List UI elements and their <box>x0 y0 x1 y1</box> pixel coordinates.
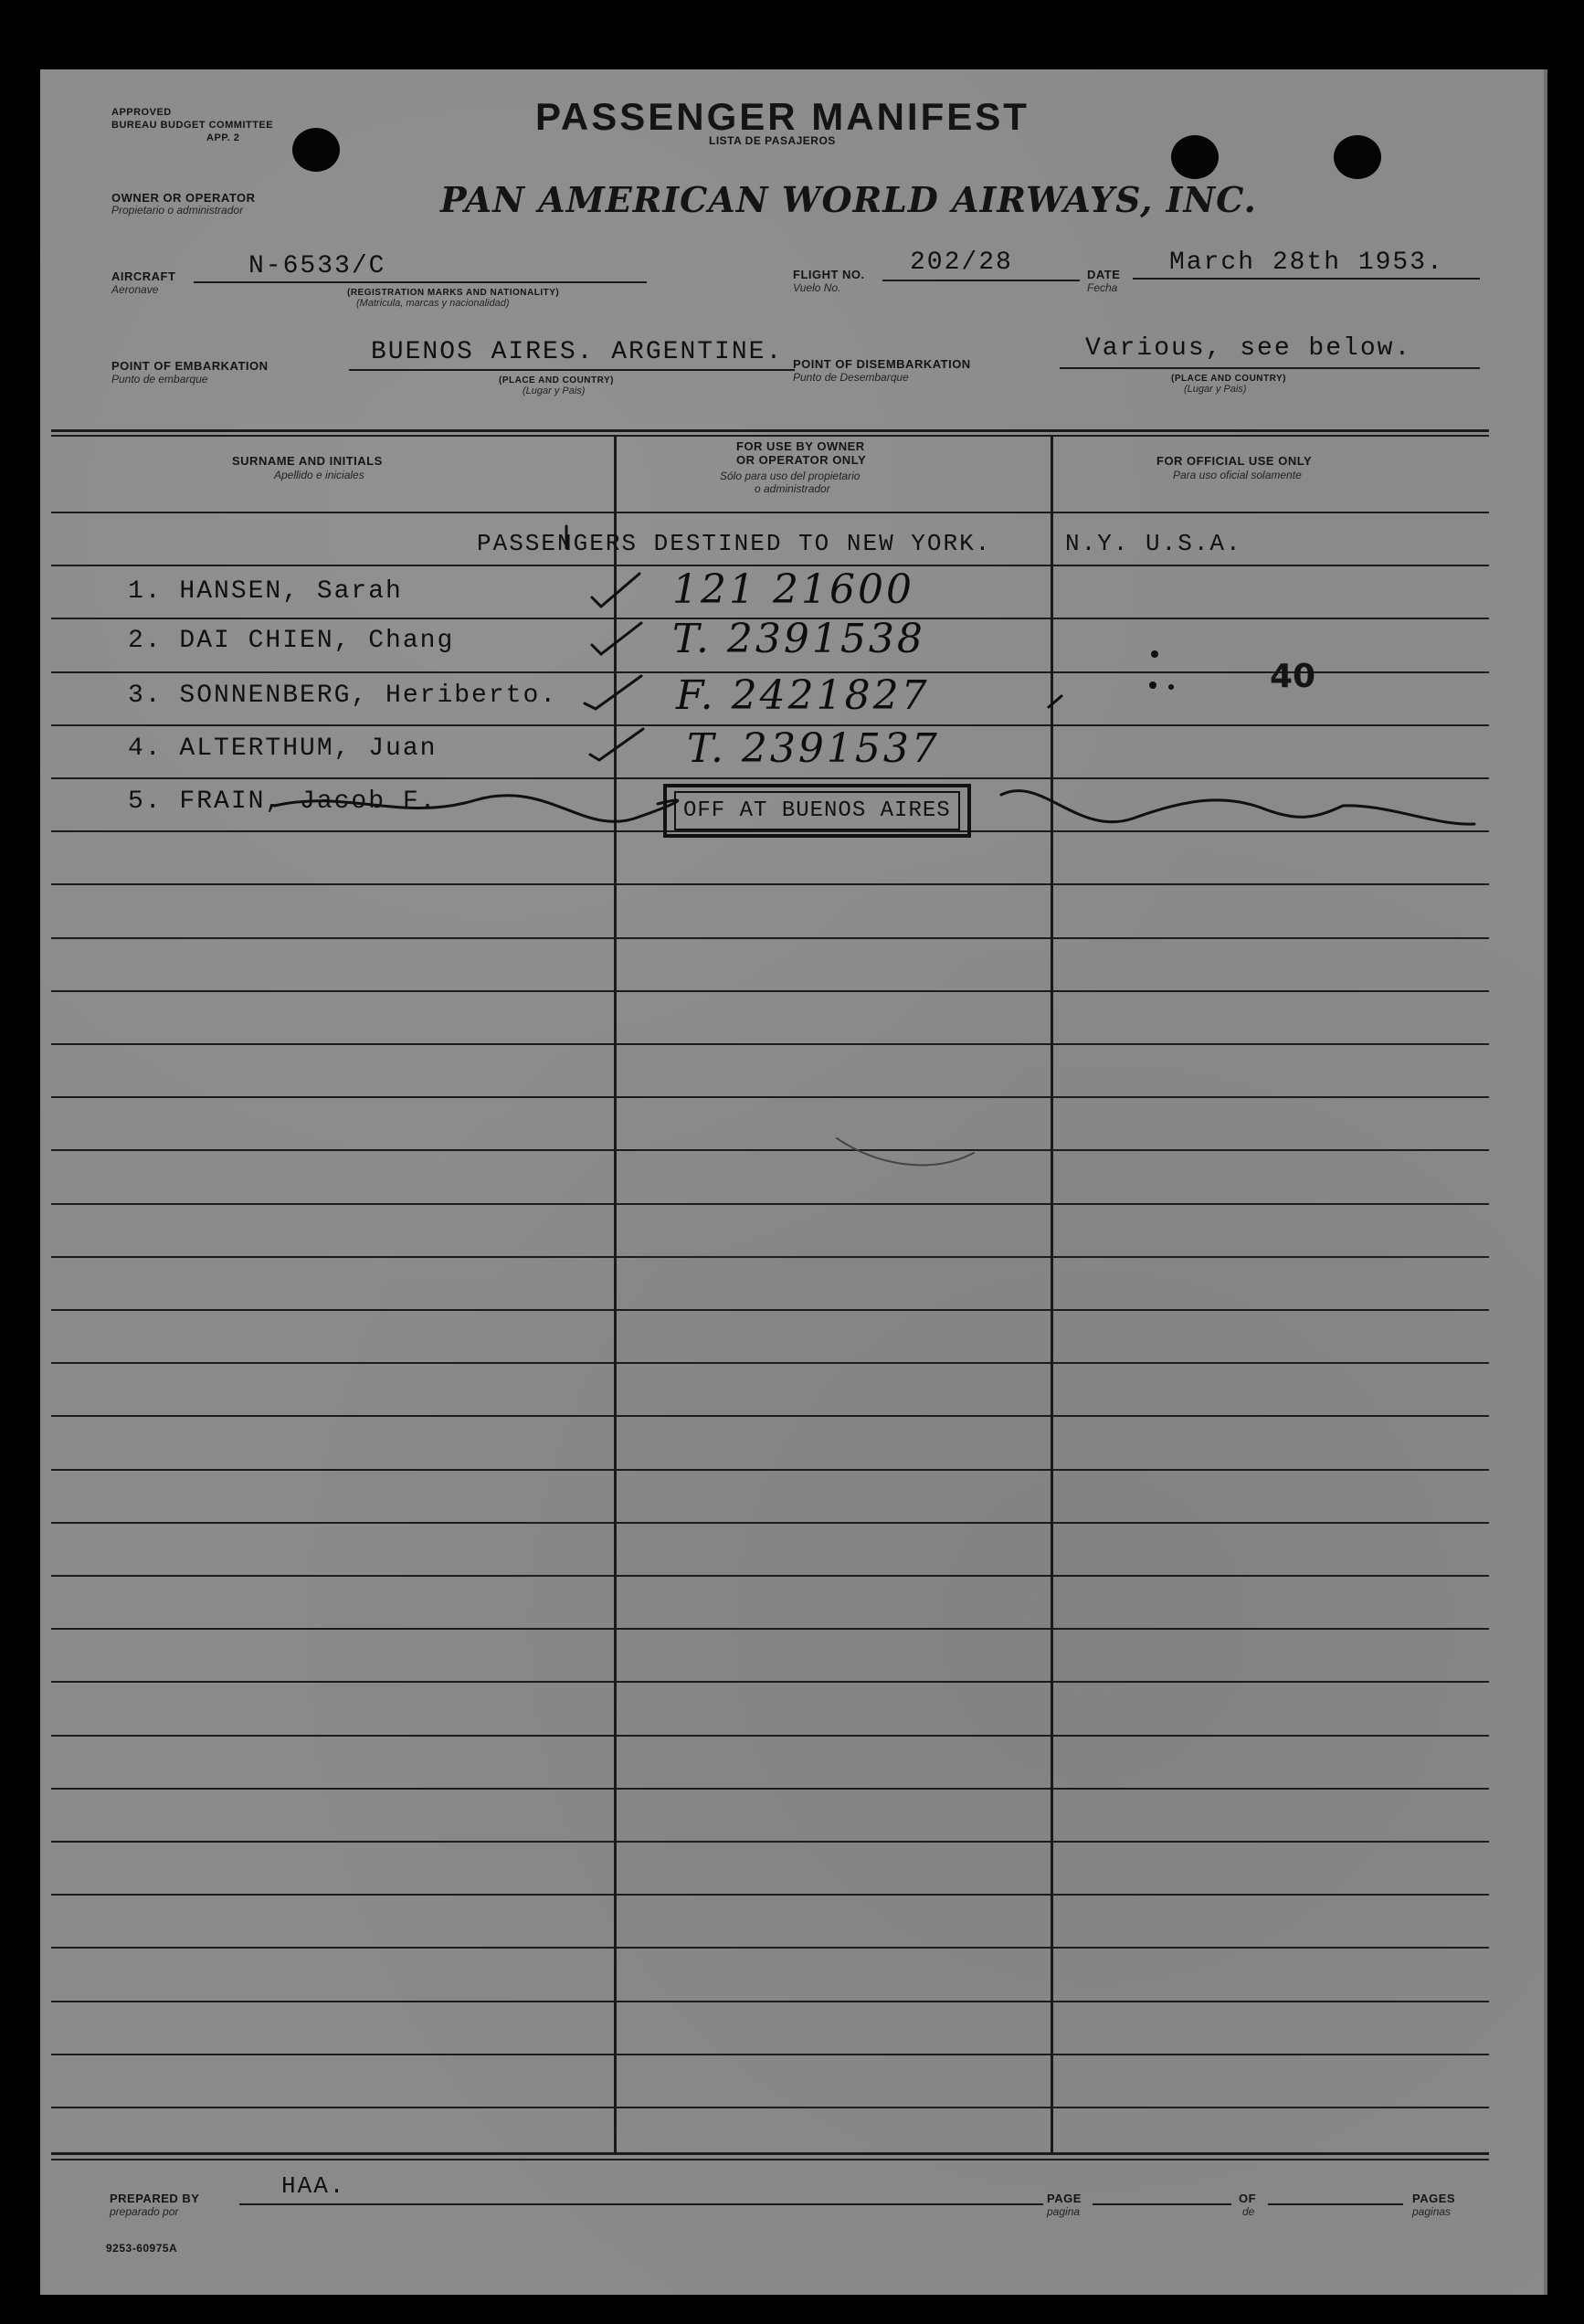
aircraft-label: AIRCRAFT <box>111 269 176 283</box>
flight-label-es: Vuelo No. <box>793 281 841 294</box>
check-mark-icon <box>592 623 641 654</box>
disembark-value: Various, see below. <box>1085 334 1412 363</box>
form-title: PASSENGER MANIFEST <box>535 95 1030 138</box>
of-label: OF <box>1239 2192 1257 2205</box>
strikethrough-line <box>1001 791 1474 825</box>
strikethrough-line <box>274 796 678 822</box>
airline-name: PAN AMERICAN WORLD AIRWAYS, INC. <box>440 179 1257 220</box>
stamp-text: OFF AT BUENOS AIRES <box>674 791 960 830</box>
col-header-operator-2: OR OPERATOR ONLY <box>736 453 867 467</box>
date-label: DATE <box>1087 268 1121 281</box>
passenger-3-ticket: F. 2421827 <box>676 672 930 719</box>
page-label: PAGE <box>1047 2192 1082 2205</box>
passenger-2-name: 2. DAI CHIEN, Chang <box>128 627 455 655</box>
disembark-label: POINT OF DISEMBARKATION <box>793 357 971 371</box>
passenger-5-name: 5. FRAIN, Jacob F. <box>128 787 438 816</box>
embark-label-es: Punto de embarque <box>111 373 208 386</box>
check-mark-icon <box>585 676 641 709</box>
prepared-by-value: HAA. <box>281 2172 346 2200</box>
embark-value: BUENOS AIRES. ARGENTINE. <box>371 338 784 366</box>
passenger-1-ticket: 121 21600 <box>672 566 914 613</box>
flight-value: 202/28 <box>910 248 1013 277</box>
check-mark-icon <box>592 574 639 607</box>
aircraft-value: N-6533/C <box>248 252 386 280</box>
passenger-3-name: 3. SONNENBERG, Heriberto. <box>128 681 558 710</box>
disembark-caption-es: (Lugar y Pais) <box>1184 384 1247 395</box>
col-header-operator: FOR USE BY OWNER <box>736 439 865 453</box>
embark-label: POINT OF EMBARKATION <box>111 359 269 373</box>
of-label-es: de <box>1242 2205 1255 2218</box>
prepared-by-label: PREPARED BY <box>110 2192 200 2205</box>
approval-text: APPROVED <box>111 107 172 118</box>
passenger-4-ticket: T. 2391537 <box>687 725 940 772</box>
aircraft-caption-es: (Matricula, marcas y nacionalidad) <box>356 298 510 309</box>
col-header-official: FOR OFFICIAL USE ONLY <box>1156 454 1313 468</box>
disembark-caption: (PLACE AND COUNTRY) <box>1171 374 1286 384</box>
page-label-es: pagina <box>1047 2205 1081 2218</box>
passenger-4-name: 4. ALTERTHUM, Juan <box>128 734 438 763</box>
owner-label-es: Propietario o administrador <box>111 204 244 217</box>
passenger-2-ticket: T. 2391538 <box>672 616 925 662</box>
date-label-es: Fecha <box>1087 281 1118 294</box>
col-header-operator-es: Sólo para uso del propietario <box>720 470 861 482</box>
owner-label: OWNER OR OPERATOR <box>111 191 256 205</box>
section-heading: PASSENGERS DESTINED TO NEW YORK. <box>477 530 992 557</box>
pages-label-es: paginas <box>1412 2205 1452 2218</box>
check-mark-icon <box>590 729 643 760</box>
col-header-name: SURNAME AND INITIALS <box>232 454 383 468</box>
col-header-official-es: Para uso oficial solamente <box>1173 469 1302 481</box>
approval-app: APP. 2 <box>206 132 240 143</box>
official-note: 40 <box>1270 658 1316 695</box>
form-title-es: LISTA DE PASAJEROS <box>709 134 836 147</box>
embark-caption: (PLACE AND COUNTRY) <box>499 375 614 386</box>
approval-committee: BUREAU BUDGET COMMITTEE <box>111 120 274 131</box>
aircraft-label-es: Aeronave <box>111 283 159 296</box>
disembark-label-es: Punto de Desembarque <box>793 371 909 384</box>
pages-label: PAGES <box>1412 2192 1456 2205</box>
prepared-by-label-es: preparado por <box>110 2205 179 2218</box>
embark-caption-es: (Lugar y Pais) <box>523 386 586 396</box>
date-value: March 28th 1953. <box>1169 248 1444 277</box>
col-header-operator-es-2: o administrador <box>755 482 830 495</box>
flight-label: FLIGHT NO. <box>793 268 865 281</box>
col-header-name-es: Apellido e iniciales <box>274 469 364 481</box>
section-heading-dest: N.Y. U.S.A. <box>1065 530 1242 557</box>
aircraft-caption: (REGISTRATION MARKS AND NATIONALITY) <box>347 288 560 298</box>
form-code: 9253-60975A <box>106 2242 178 2255</box>
passenger-1-name: 1. HANSEN, Sarah <box>128 577 403 606</box>
